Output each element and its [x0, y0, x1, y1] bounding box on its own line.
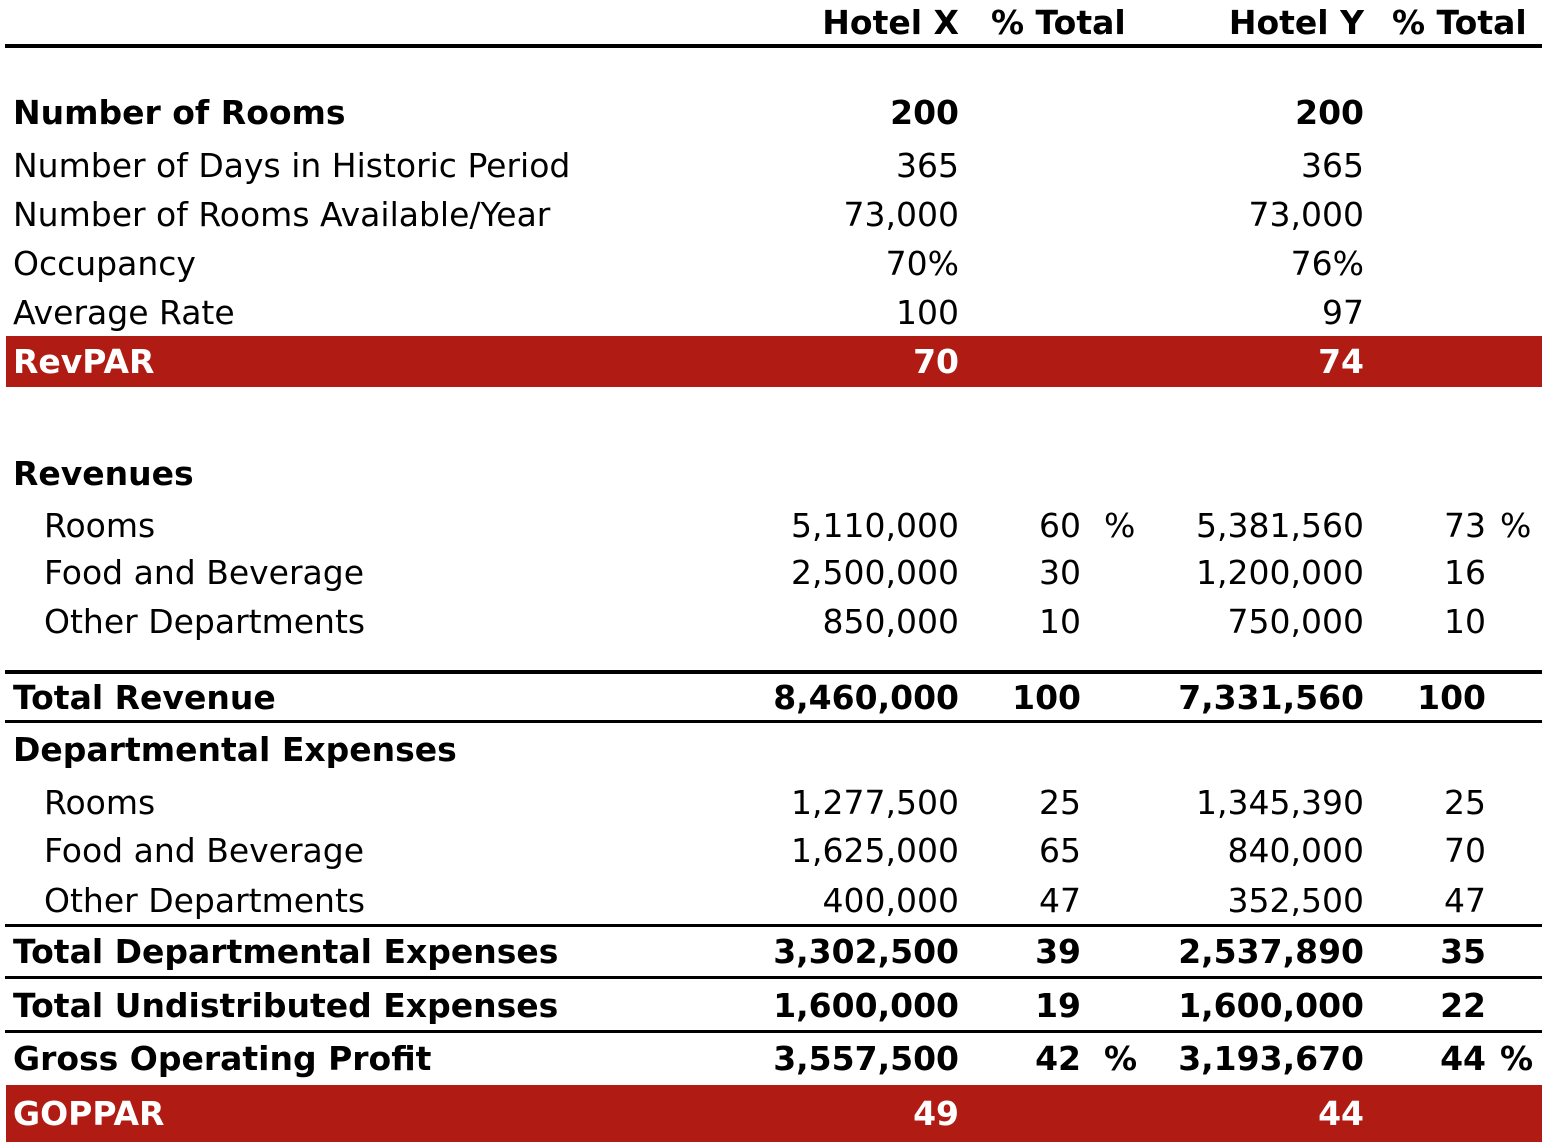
hotel-x-percent: 47 — [1039, 881, 1081, 920]
hotel-x-value: 1,600,000 — [773, 986, 959, 1025]
hotel-y-value: 3,193,670 — [1178, 1039, 1364, 1078]
hotel-x-value: 100 — [896, 293, 959, 332]
table-row-days — [6, 142, 1542, 190]
header-pct-total-x: % Total — [991, 3, 1126, 42]
row-label: Food and Beverage — [44, 831, 365, 870]
table-row-occupancy — [6, 240, 1542, 288]
table-row-revenue-fb — [6, 549, 1542, 597]
hotel-y-value: 840,000 — [1227, 831, 1364, 870]
hotel-x-percent: 25 — [1039, 783, 1081, 822]
row-label: GOPPAR — [13, 1094, 165, 1133]
row-label: Food and Beverage — [44, 553, 365, 592]
hotel-x-value: 200 — [890, 93, 959, 132]
section-heading-revenues — [6, 450, 1542, 498]
table-row-gross-operating-profit — [6, 1035, 1542, 1083]
row-label: Gross Operating Profit — [13, 1039, 432, 1078]
hotel-x-percent: 10 — [1039, 602, 1081, 641]
row-label: Total Revenue — [13, 678, 276, 717]
hotel-y-value: 7,331,560 — [1178, 678, 1364, 717]
table-row-rooms-available — [6, 191, 1542, 239]
hotel-x-percent: 60 — [1039, 506, 1081, 545]
table-row-goppar — [6, 1085, 1542, 1142]
hotel-y-value: 365 — [1301, 146, 1364, 185]
hotel-x-value: 1,625,000 — [791, 831, 959, 870]
hotel-y-percent: 16 — [1444, 553, 1486, 592]
hotel-y-value: 44 — [1318, 1094, 1364, 1133]
hotel-x-percent: 19 — [1035, 986, 1081, 1025]
hotel-x-value: 5,110,000 — [791, 506, 959, 545]
column-header-row — [6, 0, 1542, 47]
header-pct-total-y: % Total — [1392, 3, 1527, 42]
table-row-average-rate — [6, 289, 1542, 337]
row-label: Number of Rooms — [13, 93, 346, 132]
hotel-y-percent: 47 — [1444, 881, 1486, 920]
table-row-revpar — [6, 336, 1542, 387]
undistributed-top-rule — [5, 976, 1542, 979]
row-label: RevPAR — [13, 342, 155, 381]
row-label: Other Departments — [44, 881, 366, 920]
section-title: Departmental Expenses — [13, 730, 457, 769]
row-label: Rooms — [44, 506, 156, 545]
row-label: Average Rate — [13, 293, 235, 332]
hotel-y-percent: 35 — [1440, 932, 1486, 971]
hotel-y-percent: 44 — [1440, 1039, 1486, 1078]
row-label: Other Departments — [44, 602, 366, 641]
header-hotel-y: Hotel Y — [1228, 3, 1364, 42]
hotel-y-value: 1,345,390 — [1196, 783, 1364, 822]
hotel-x-value: 70% — [885, 244, 959, 283]
hotel-y-percent: 25 — [1444, 783, 1486, 822]
hotel-x-value: 49 — [913, 1094, 959, 1133]
gop-top-rule — [5, 1030, 1542, 1033]
hotel-x-value: 73,000 — [843, 195, 959, 234]
hotel-x-value: 1,277,500 — [791, 783, 959, 822]
hotel-y-value: 74 — [1318, 342, 1364, 381]
hotel-x-value: 3,302,500 — [773, 932, 959, 971]
header-hotel-x: Hotel X — [822, 3, 959, 42]
percent-sign: % — [1104, 506, 1136, 545]
row-label: Rooms — [44, 783, 156, 822]
table-row-expense-other — [6, 877, 1542, 925]
table-row-revenue-rooms — [6, 502, 1542, 550]
percent-sign: % — [1500, 506, 1532, 545]
hotel-x-value: 850,000 — [822, 602, 959, 641]
hotel-x-value: 70 — [913, 342, 959, 381]
row-label: Occupancy — [13, 244, 196, 283]
hotel-y-value: 352,500 — [1227, 881, 1364, 920]
hotel-x-value: 3,557,500 — [773, 1039, 959, 1078]
row-label: Number of Days in Historic Period — [13, 146, 571, 185]
total-revenue-bottom-rule — [5, 720, 1542, 723]
hotel-x-percent: 65 — [1039, 831, 1081, 870]
table-row-total-revenue — [6, 674, 1542, 722]
hotel-y-value: 750,000 — [1227, 602, 1364, 641]
hotel-y-percent: 10 — [1444, 602, 1486, 641]
hotel-y-value: 5,381,560 — [1196, 506, 1364, 545]
table-row-expense-rooms — [6, 779, 1542, 827]
hotel-x-percent: 39 — [1035, 932, 1081, 971]
hotel-x-value: 8,460,000 — [773, 678, 959, 717]
dept-total-top-rule — [5, 924, 1542, 927]
table-row-revenue-other — [6, 598, 1542, 646]
hotel-y-percent: 73 — [1444, 506, 1486, 545]
hotel-x-value: 2,500,000 — [791, 553, 959, 592]
hotel-y-value: 76% — [1290, 244, 1364, 283]
hotel-x-value: 365 — [896, 146, 959, 185]
row-label: Total Undistributed Expenses — [13, 986, 559, 1025]
table-row-total-undistributed-expenses — [6, 982, 1542, 1030]
hotel-y-value: 97 — [1322, 293, 1364, 332]
hotel-y-value: 1,600,000 — [1178, 986, 1364, 1025]
percent-sign: % — [1500, 1039, 1534, 1078]
header-rule — [5, 44, 1542, 48]
hotel-y-value: 200 — [1295, 93, 1364, 132]
percent-sign: % — [1104, 1039, 1138, 1078]
table-row-total-departmental-expenses — [6, 928, 1542, 976]
hotel-y-percent: 22 — [1440, 986, 1486, 1025]
hotel-y-percent: 100 — [1417, 678, 1486, 717]
hotel-x-percent: 100 — [1012, 678, 1081, 717]
section-title: Revenues — [13, 454, 194, 493]
hotel-x-percent: 30 — [1039, 553, 1081, 592]
row-label: Number of Rooms Available/Year — [13, 195, 551, 234]
hotel-y-value: 2,537,890 — [1178, 932, 1364, 971]
hotel-y-percent: 70 — [1444, 831, 1486, 870]
hotel-x-value: 400,000 — [822, 881, 959, 920]
table-row-expense-fb — [6, 827, 1542, 875]
row-label: Total Departmental Expenses — [13, 932, 559, 971]
table-row-number-of-rooms — [6, 89, 1542, 137]
hotel-y-value: 1,200,000 — [1196, 553, 1364, 592]
hotel-x-percent: 42 — [1035, 1039, 1081, 1078]
hotel-y-value: 73,000 — [1248, 195, 1364, 234]
section-heading-departmental-expenses — [6, 726, 1542, 774]
